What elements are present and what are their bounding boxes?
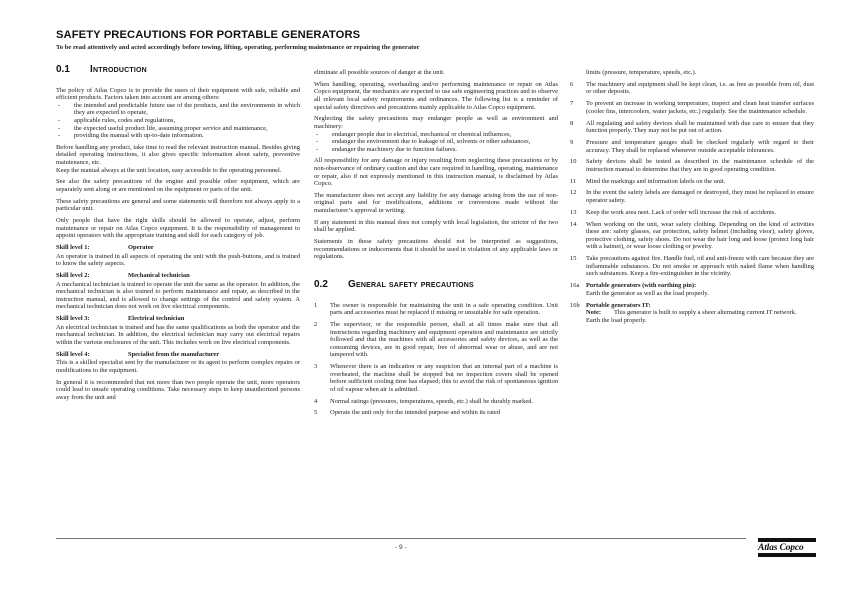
skill-level-4-heading: Skill level 4: Specialist from the manufacturer: [56, 350, 220, 358]
factors-list: [56, 102, 300, 140]
paragraph-handling: When handling, operating, overhauling and/or performing maintenance or repair on Atlas Copco equipment, the mechanics are expected to use safe engineering practices and to observe all relevant local safety requirements and ordinances. The following list is a reminder of special safety directives and precautions mainly applicable to Atlas Copco equipment.: [314, 80, 558, 111]
list-item: 13 Keep the work area neet. Lack of order will increase the risk of accidents.: [570, 208, 776, 216]
paragraph-recommend: In general it is recommended that not more than two people operate the unit, more operators could lead to unsafe operating conditions. Take necessary steps to keep unauthorized persons away from the unit and: [56, 378, 300, 401]
paragraph-eliminate: eliminate all possible sources of danger at the unit.: [314, 69, 445, 76]
skill-level-3-heading: Skill level 3: Electrical technician: [56, 315, 185, 323]
paragraph-only-people: Only people that have the right skills should be allowed to operate, adjust, perform maintenance or repair on Atlas Copco equipment. It is the responsibility of management to appoint operators with the appropriate training and skill for each category of job.: [56, 217, 300, 240]
list-item: - endanger the machinery due to function failures.: [314, 146, 558, 154]
note-label: Note:: [586, 309, 602, 317]
item-16b-text: Earth the load properly.: [586, 316, 647, 324]
paragraph-legislation: If any statement in this manual does not comply with local legislation, the stricter of the two shall be applied.: [314, 218, 558, 234]
skill-level-4-desc: This is a skilled specialist sent by the manufacturer or its agent to perform complex repairs or modifications to the equipment.: [56, 359, 300, 374]
column-1: [56, 66, 300, 406]
list-item: - the expected useful product life, assuming proper service and maintenance,: [56, 125, 300, 133]
list-item: - endanger people due to electrical, mechanical or chemical influences,: [314, 131, 558, 139]
section-heading-introduction: [56, 66, 300, 74]
list-item: - the intended and predictable future use of the products, and the environments in which they are expected to operate,: [56, 102, 300, 117]
item-16b-heading: Portable generators IT:: [586, 301, 651, 309]
list-item: 12 In the event the safety labels are damaged or destroyed, they must be replaced to ensure operator safety.: [570, 189, 814, 205]
list-item: 2 The supervisor, or the responsible person, shall at all times make sure that all instructions regarding machinery and equipment operation and maintenance are strictly followed and that the machines with all accessories and safety devices, as well as the consuming devices, are in good repair, free of abnormal wear or abuse, and are not tampered with.: [314, 320, 558, 359]
atlas-copco-logo: [758, 538, 816, 557]
list-item: 9 Pressure and temperature gauges shall be checked regularly with regard to their accuracy. They shall be replaced whenever outside acceptable tolerances.: [570, 138, 814, 154]
list-item: - applicable rules, codes and regulations,: [56, 117, 300, 125]
precautions-list: [314, 302, 558, 417]
footer-divider: [56, 538, 746, 539]
list-item: 15 Take precautions against fire. Handle fuel, oil and anti-freeze with care because they are inflammable substances. Do not smoke or approach with naked flame when handling such substances. Keep a fire-extinguisher in the vicinity.: [570, 255, 814, 278]
paragraph-manufacturer: The manufacturer does not accept any liability for any damage arising from the use of non-original parts and for modifications, additions or conversions made without the manufacturer’s approval in writing.: [314, 191, 558, 215]
list-item: - endanger the environment due to leakage of oil, solvents or other substances,: [314, 138, 558, 146]
item-5-continued: limits (pressure, temperature, speeds, etc.).: [586, 69, 697, 76]
item-16a-heading: Portable generators (with earthing pin):: [586, 282, 697, 290]
section-number: 0.1: [56, 64, 70, 75]
list-item: 1 The owner is responsible for maintaining the unit in a safe operating condition. Unit parts and accessories must be replaced if missing or unsuitable for safe operation.: [314, 301, 558, 317]
list-item-16a: 16a Portable generators (with earthing pin): Earth the generator as well as the load properly.: [570, 282, 709, 297]
list-item: 7 To prevent an increase in working temperature, inspect and clean heat transfer surfaces (cooler fins, intercoolers, water jackets, etc.) regularly. See the maintenance schedule.: [570, 100, 814, 115]
page-subtitle: To be read attentively and acted accordingly before towing, lifting, operating, performing maintenance or repairing the generator: [56, 44, 420, 51]
list-item: 14 When working on the unit, wear safety clothing. Depending on the kind of activities these are: safety glasses, ear protection, safety helmet (including visor), safety gloves, protective clothing, safety shoes. Do not wear the hair long and loose (protect long hair with a haimet), or wear loose clothing or jewelry.: [570, 220, 814, 251]
skill-level-1-desc: An operator is trained in all aspects of operating the unit with the push-buttons, and is trained to know the safety aspects.: [56, 252, 300, 268]
paragraph-responsibility: All responsibility for any damage or injury resulting from neglecting these precautions or by non-observance of ordinary caution and due care required in handling, operating, maintenance or repair, also if not expressly mentioned in this instruction manual, is disclaimed by Atlas Copco.: [314, 157, 558, 188]
list-item: 11 Mind the markings and information labels on the unit.: [570, 177, 726, 185]
list-item: 3 Whenever there is an indication or any suspicion that an internal part of a machine is overheated, the machine shall be stopped but no inspection covers shall be opened before sufficient cooling time has elapsed; this to avoid the risk of spontaneous ignition of oil vapour when air is admitted.: [314, 363, 558, 393]
paragraph-policy: The policy of Atlas Copco is to provide the users of their equipment with safe, reliable and efficient products. Factors taken into account are among others:: [56, 86, 300, 102]
list-item: 8 All regulating and safety devices shall be maintained with due care to ensure that they function properly. They may not be put out of action.: [570, 119, 814, 135]
skill-level-2-heading: Skill level 2: Mechanical technician: [56, 272, 190, 279]
skill-level-1-heading: Skill level 1: Operator: [56, 244, 154, 252]
section-title: Introduction: [90, 64, 147, 75]
list-item: 10 Safety devices shall be tested as described in the maintenance schedule of the instruction manual to determine that they are in good operating condition.: [570, 158, 814, 173]
paragraph-general: These safety precautions are general and some statements will therefore not always apply to a particular unit.: [56, 197, 300, 213]
paragraph-statements: Statements in these safety precautions should not be interpreted as suggestions, recommendations or inducements that it should be used in violation of any applicable laws or regulations.: [314, 238, 558, 261]
list-item: - providing the manual with up-to-date information.: [56, 132, 300, 140]
skill-level-3-desc: An electrical technician is trained and has the same qualifications as both the operator and the mechanical technician. In addition, the electrical technician may carry out electrical repairs within the various enclosures of the unit. This includes work on live electrical components.: [56, 323, 300, 346]
section-number: 0.2: [314, 279, 328, 290]
section-heading-general-safety: [314, 281, 558, 289]
list-item: 5 Operate the unit only for the intended purpose and within its rated: [314, 409, 501, 417]
section-title: General safety precautions: [348, 279, 474, 290]
dangers-list: [314, 131, 558, 154]
paragraph-before: Before handling any product, take time to read the relevant instruction manual. Besides giving detailed operating instructions, it also gives specific information about safety, preventive maintenance, etc.: [56, 143, 300, 166]
logo-text: Atlas Copco: [758, 542, 804, 553]
logo-bar-bottom: [758, 553, 816, 557]
paragraph-see-also: See also the safety precautions of the engine and possible other equipment, which are separately sent along or are mentioned on the equipment or parts of the unit.: [56, 178, 300, 193]
list-item: 6 The machinery and equipment shall be kept clean, i.e. as free as possible from oil, dust or other deposits.: [570, 80, 814, 96]
precautions-list-continued: [570, 81, 814, 325]
list-item: 4 Normal ratings (pressures, temperatures, speeds, etc.) shall be durably marked.: [314, 397, 534, 405]
paragraph-neglect: Neglecting the safety precautions may endanger people as well as environment and machinery:: [314, 115, 558, 130]
column-2: [314, 69, 558, 421]
list-item-16b: 16b Portable generators IT: Note: This generator is built to supply a sheer alternating current IT network. Earth the load properly.: [570, 302, 814, 325]
item-16a-text: Earth the generator as well as the load properly.: [586, 289, 709, 297]
note: [586, 309, 814, 317]
page-title: SAFETY PRECAUTIONS FOR PORTABLE GENERATORS: [56, 29, 361, 41]
column-3: [570, 69, 814, 328]
skill-level-2-desc: A mechanical technician is trained to operate the unit the same as the operator. In addition, the mechanical technician is also trained to perform maintenance and repair, as described in the instruction manual, and is allowed to change settings of the control and safety system. A mechanical technician does not work on live electrical components.: [56, 280, 300, 311]
paragraph-keep: Keep the manual always at the unit location, easy accessible to the operating personnel.: [56, 166, 282, 174]
note-text: This generator is built to supply a sheer alternating current IT network.: [614, 309, 797, 317]
page-number: - 9 -: [395, 544, 407, 551]
